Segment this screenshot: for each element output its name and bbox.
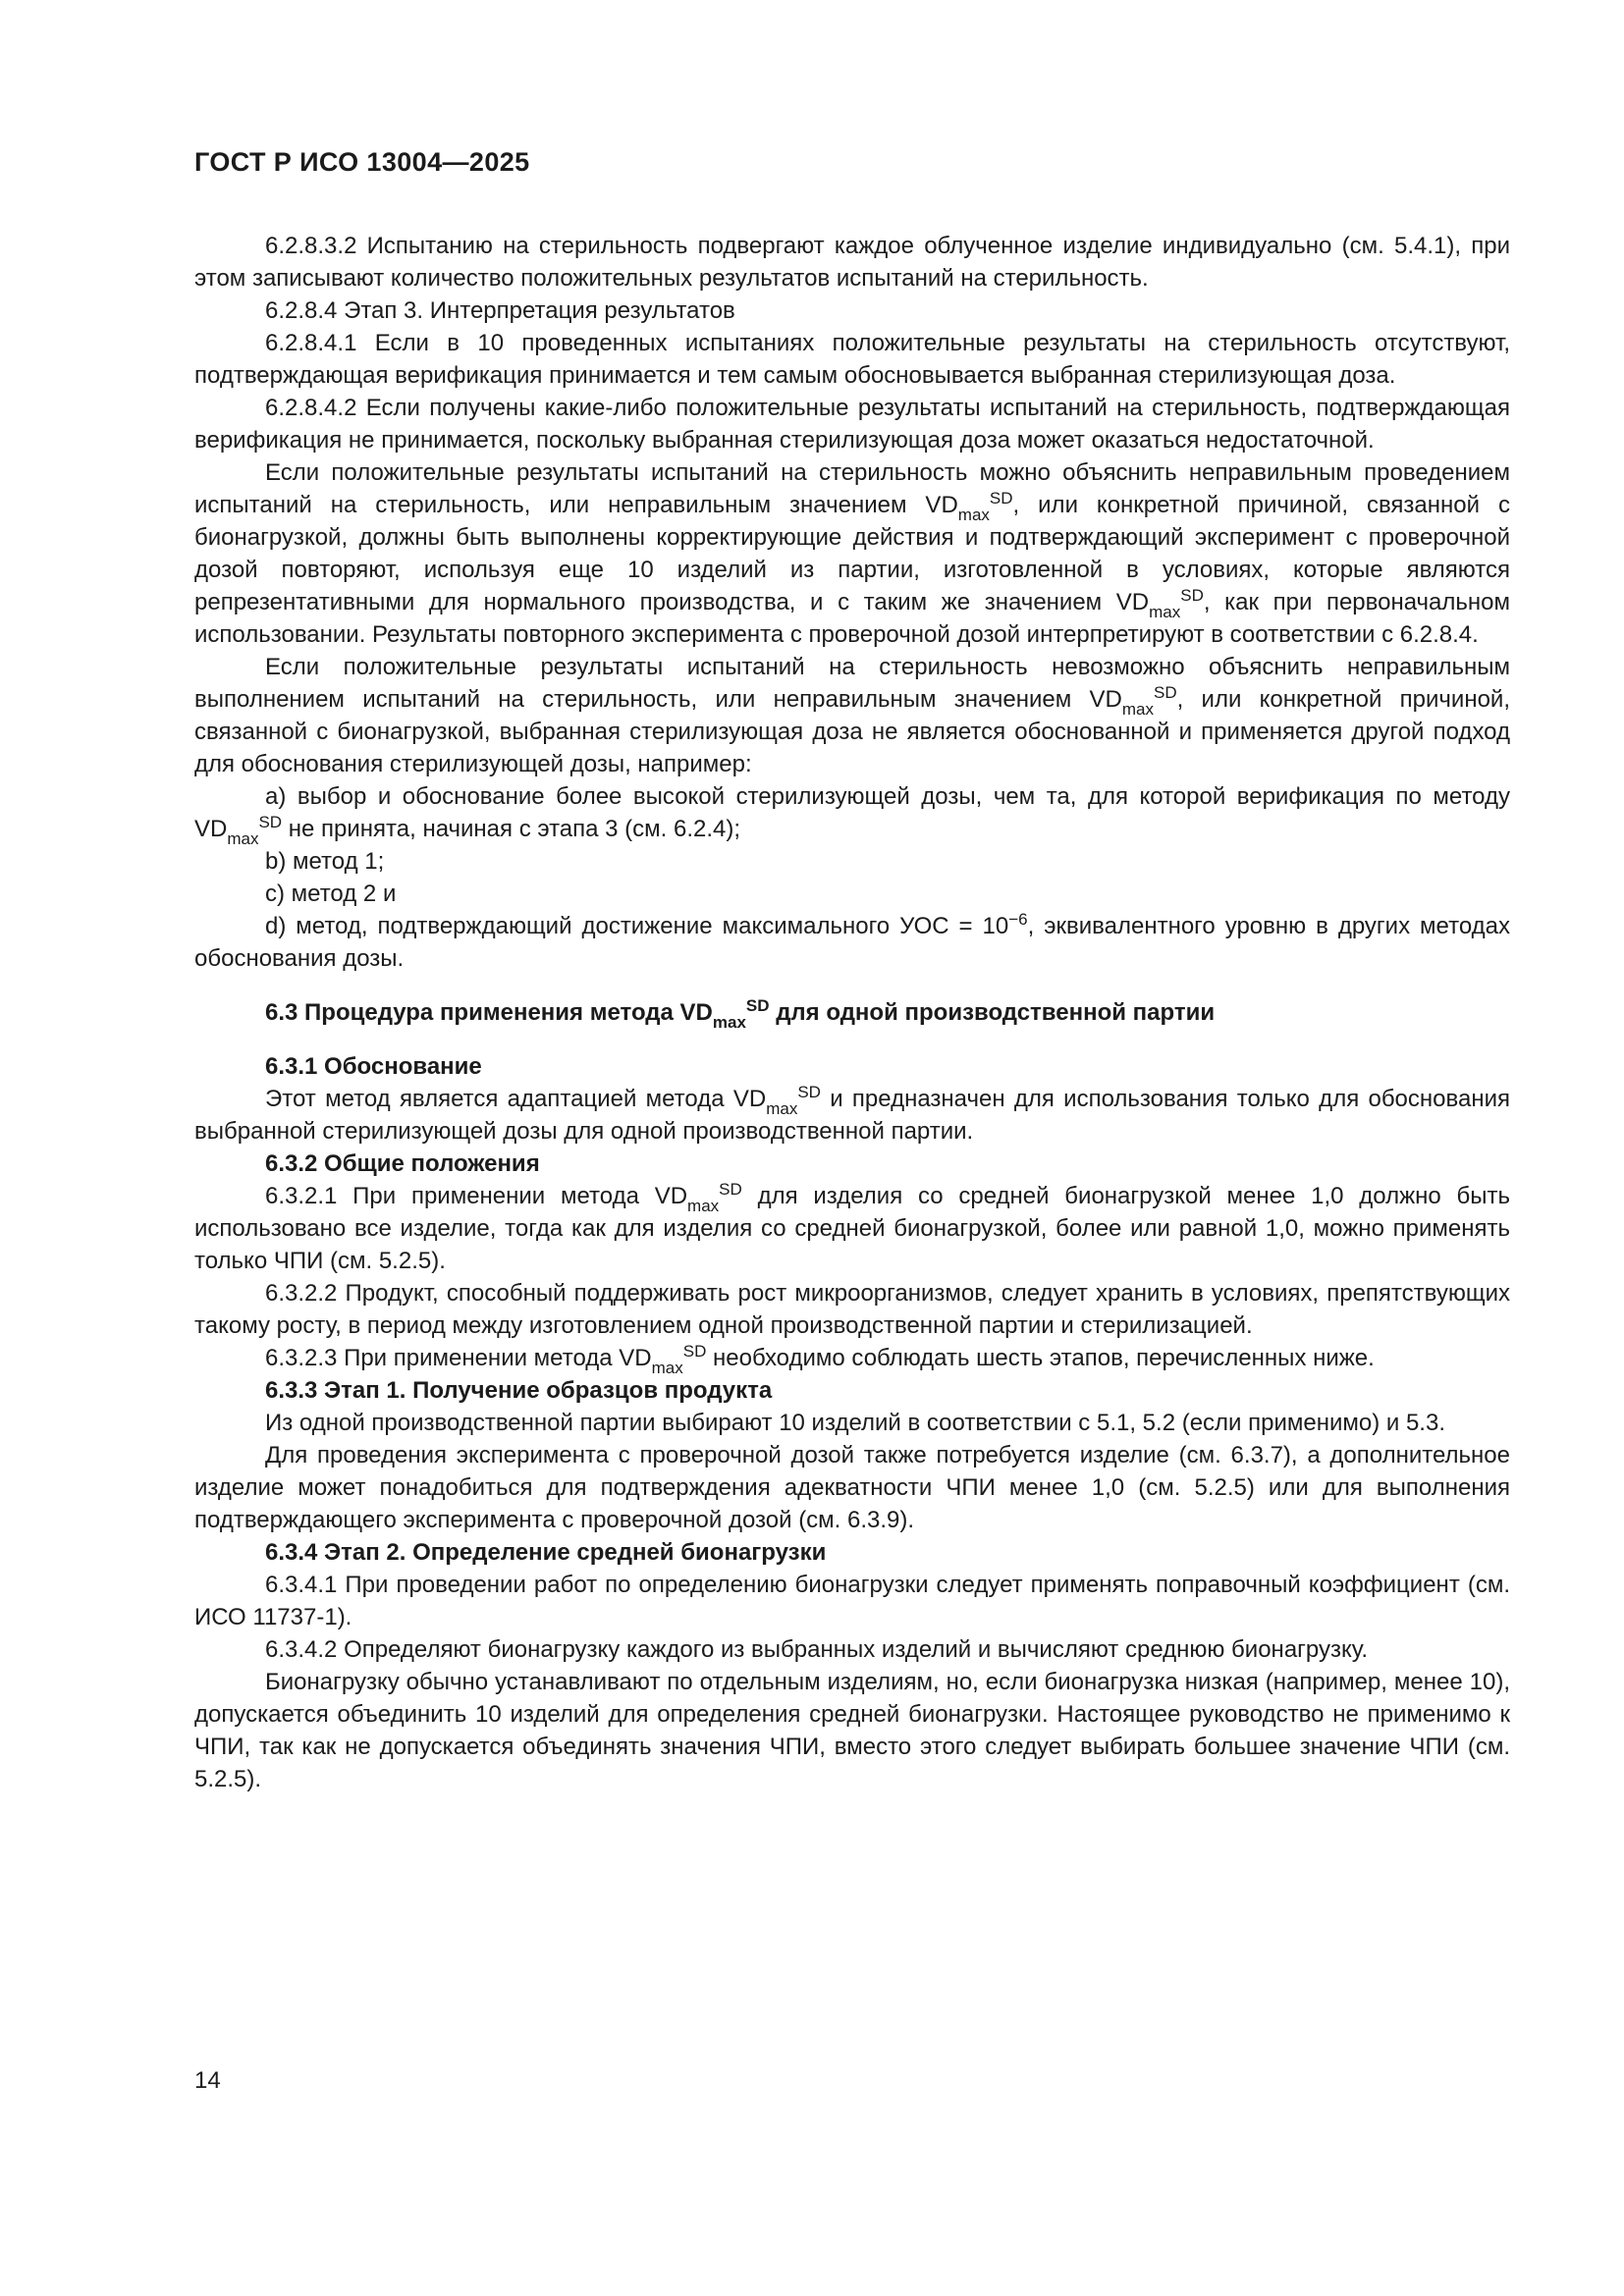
paragraph: Этот метод является адаптацией метода $VD_{max}^{SD}$ и предназначен для использования только для обоснования выбранной стерилизующей дозы для одной производственной партии. <box>194 1083 1510 1145</box>
paragraph: 6.2.8.4 Этап 3. Интерпретация результатов <box>265 297 735 324</box>
paragraph: 6.3.4.2 Определяют бионагрузку каждого из выбранных изделий и вычисляют среднюю бионагрузку. <box>265 1636 1369 1663</box>
paragraph: b) метод 1; <box>265 848 385 875</box>
formula-subscript: max <box>712 1013 746 1032</box>
paragraph: d) метод, подтверждающий достижение максимального УОС = $10^{-6}$, эквивалентного уровню в других методах обоснования дозы. <box>194 910 1510 972</box>
paragraph: 6.2.8.4.1 Если в 10 проведенных испытаниях положительные результаты на стерильность отсутствуют, подтверждающая верификация принимается и тем самым обосновывается выбранная стерилизующая доза. <box>194 330 1510 389</box>
subsection-heading: 6.3.4 Этап 2. Определение средней бионагрузки <box>265 1539 827 1566</box>
subsection-heading: 6.3.2 Общие положения <box>265 1150 540 1177</box>
paragraph: 6.3.2.3 При применении метода $VD_{max}^{SD}$ необходимо соблюдать шесть этапов, перечисленных ниже. <box>265 1342 1375 1377</box>
subsection-heading: 6.3.1 Обоснование <box>265 1053 482 1080</box>
formula-subscript: max <box>227 829 259 848</box>
subsection-heading: 6.3.3 Этап 1. Получение образцов продукта <box>265 1377 773 1404</box>
formula-superscript: SD <box>745 996 770 1015</box>
section-heading: 6.3 Процедура применения метода $VD_{max}^{SD}$ для одной производственной партии <box>265 996 1216 1032</box>
formula-subscript: max <box>687 1197 720 1215</box>
formula-subscript: max <box>1149 603 1181 621</box>
formula-superscript: SD <box>719 1180 742 1199</box>
formula-subscript: max <box>957 506 990 524</box>
paragraph: 6.2.8.3.2 Испытанию на стерильность подвергают каждое облученное изделие индивидуально (см. 5.4.1), при этом записывают количество положительных результатов испытаний на стерильность. <box>194 233 1510 292</box>
formula-subscript: max <box>651 1359 683 1377</box>
paragraph: Если положительные результаты испытаний на стерильность невозможно объяснить неправильным выполнением испытаний на стерильность, или неправильным значением $VD_{max}^{SD}$, или конкретной причиной, связанной с бионагрузкой, выбранная стерилизующая доза не является обоснованной и применяется другой подход для обоснования стерилизующей дозы, например: <box>194 654 1511 777</box>
formula-subscript: max <box>766 1099 798 1118</box>
paragraph: a) выбор и обоснование более высокой стерилизующей дозы, чем та, для которой верификация по методу $VD_{max}^{SD}$ не принята, начиная с этапа 3 (см. 6.2.4); <box>194 783 1510 848</box>
paragraph: c) метод 2 и <box>265 881 397 907</box>
paragraph: Если положительные результаты испытаний на стерильность можно объяснить неправильным проведением испытаний на стерильность, или неправильным значением $VD_{max}^{SD}$, или конкретной причиной, связанной с бионагрузкой, должны быть выполнены корректирующие действия и подтверждающий эксперимент с проверочной дозой повторяют, используя еще 10 изделий из партии, изготовленной в условиях, которые являются репрезентативными для нормального производства, и с таким же значением $VD_{max}^{SD}$, как при первоначальном использовании. Результаты повторного эксперимента с проверочной дозой интерпретируют в соответствии с 6.2.8.4. <box>194 459 1510 648</box>
formula-superscript: SD <box>797 1083 821 1101</box>
formula-subscript: max <box>1121 700 1154 719</box>
formula-superscript: SD <box>989 489 1013 507</box>
paragraph: 6.3.2.1 При применении метода $VD_{max}^{SD}$ для изделия со средней бионагрузкой менее 1,0 должно быть использовано все изделие, тогда как для изделия со средней бионагрузкой, более или равной 1,0, можно применять только ЧПИ (см. 5.2.5). <box>194 1180 1510 1274</box>
formula-superscript: −6 <box>1008 910 1028 929</box>
formula-superscript: SD <box>258 813 283 831</box>
paragraph: Для проведения эксперимента с проверочной дозой также потребуется изделие (см. 6.3.7), а дополнительное изделие может понадобиться для подтверждения адекватности ЧПИ менее 1,0 (см. 5.2.5) или для выполнения подтверждающего эксперимента с проверочной дозой (см. 6.3.9). <box>194 1442 1510 1533</box>
paragraph: Бионагрузку обычно устанавливают по отдельным изделиям, но, если бионагрузка низкая (например, менее 10), допускается объединить 10 изделий для определения средней бионагрузки. Настоящее руководство не применимо к ЧПИ, так как не допускается объединять значения ЧПИ, вместо этого следует выбирать большее значение ЧПИ (см. 5.2.5). <box>194 1669 1510 1792</box>
document-body <box>194 230 1510 1795</box>
document-header: ГОСТ Р ИСО 13004—2025 <box>194 147 530 177</box>
paragraph: 6.2.8.4.2 Если получены какие-либо положительные результаты испытаний на стерильность, подтверждающая верификация не принимается, поскольку выбранная стерилизующая доза может оказаться недостаточной. <box>194 395 1510 454</box>
paragraph: Из одной производственной партии выбирают 10 изделий в соответствии с 5.1, 5.2 (если применимо) и 5.3. <box>265 1410 1445 1436</box>
paragraph: 6.3.2.2 Продукт, способный поддерживать рост микроорганизмов, следует хранить в условиях, препятствующих такому росту, в период между изготовлением одной производственной партии и стерилизацией. <box>194 1280 1510 1339</box>
formula-superscript: SD <box>1180 586 1204 605</box>
paragraph: 6.3.4.1 При проведении работ по определению бионагрузки следует применять поправочный коэффициент (см. ИСО 11737-1). <box>194 1572 1510 1630</box>
page-number: 14 <box>194 2067 221 2094</box>
formula-superscript: SD <box>682 1342 707 1361</box>
formula-superscript: SD <box>1153 683 1177 702</box>
